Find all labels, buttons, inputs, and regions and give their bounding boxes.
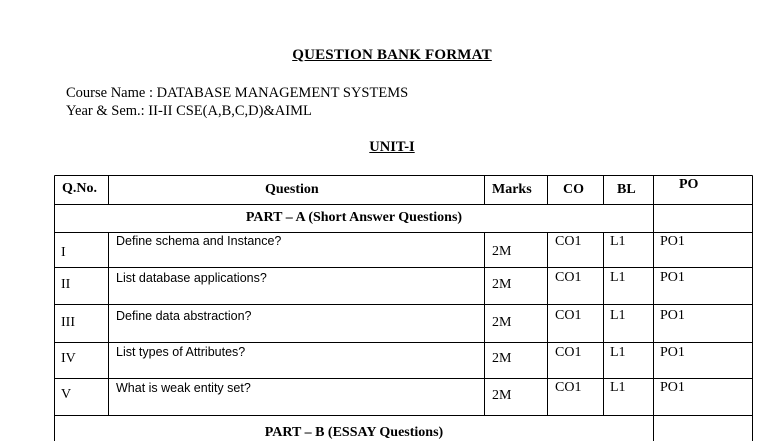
row-marks: 2M xyxy=(492,388,512,403)
row-marks: 2M xyxy=(492,277,512,292)
row-question: List database applications? xyxy=(116,271,267,285)
header-marks: Marks xyxy=(492,182,532,197)
row-co: CO1 xyxy=(555,308,582,323)
row-qno: III xyxy=(61,315,75,330)
row-marks: 2M xyxy=(492,244,512,259)
row-co: CO1 xyxy=(555,345,582,360)
row-po: PO1 xyxy=(660,234,685,249)
row-qno: IV xyxy=(61,351,76,366)
header-po: PO xyxy=(679,177,699,192)
row-qno: V xyxy=(61,387,72,402)
row-co: CO1 xyxy=(555,270,582,285)
row-question: Define data abstraction? xyxy=(116,309,252,323)
row-co: CO1 xyxy=(555,234,582,249)
part-b-heading: PART – B (ESSAY Questions) xyxy=(264,425,444,440)
row-bl: L1 xyxy=(610,270,626,285)
row-po: PO1 xyxy=(660,308,685,323)
header-co: CO xyxy=(563,182,584,197)
row-marks: 2M xyxy=(492,351,512,366)
unit-heading: UNIT-I xyxy=(369,139,415,155)
row-bl: L1 xyxy=(610,234,626,249)
row-bl: L1 xyxy=(610,380,626,395)
row-bl: L1 xyxy=(610,308,626,323)
course-name: Course Name : DATABASE MANAGEMENT SYSTEMS xyxy=(66,85,409,101)
header-bl: BL xyxy=(617,182,636,197)
header-qno: Q.No. xyxy=(62,181,97,196)
row-question: Define schema and Instance? xyxy=(116,234,282,248)
row-qno: I xyxy=(61,245,66,260)
row-bl: L1 xyxy=(610,345,626,360)
row-question: List types of Attributes? xyxy=(116,345,246,359)
header-question: Question xyxy=(265,182,319,197)
row-marks: 2M xyxy=(492,315,512,330)
year-semester: Year & Sem.: II-II CSE(A,B,C,D)&AIML xyxy=(66,103,312,119)
row-po: PO1 xyxy=(660,380,685,395)
part-a-heading: PART – A (Short Answer Questions) xyxy=(245,210,463,225)
row-po: PO1 xyxy=(660,270,685,285)
row-question: What is weak entity set? xyxy=(116,381,251,395)
row-po: PO1 xyxy=(660,345,685,360)
row-qno: II xyxy=(61,277,71,292)
row-co: CO1 xyxy=(555,380,582,395)
page-title: QUESTION BANK FORMAT xyxy=(292,47,492,63)
